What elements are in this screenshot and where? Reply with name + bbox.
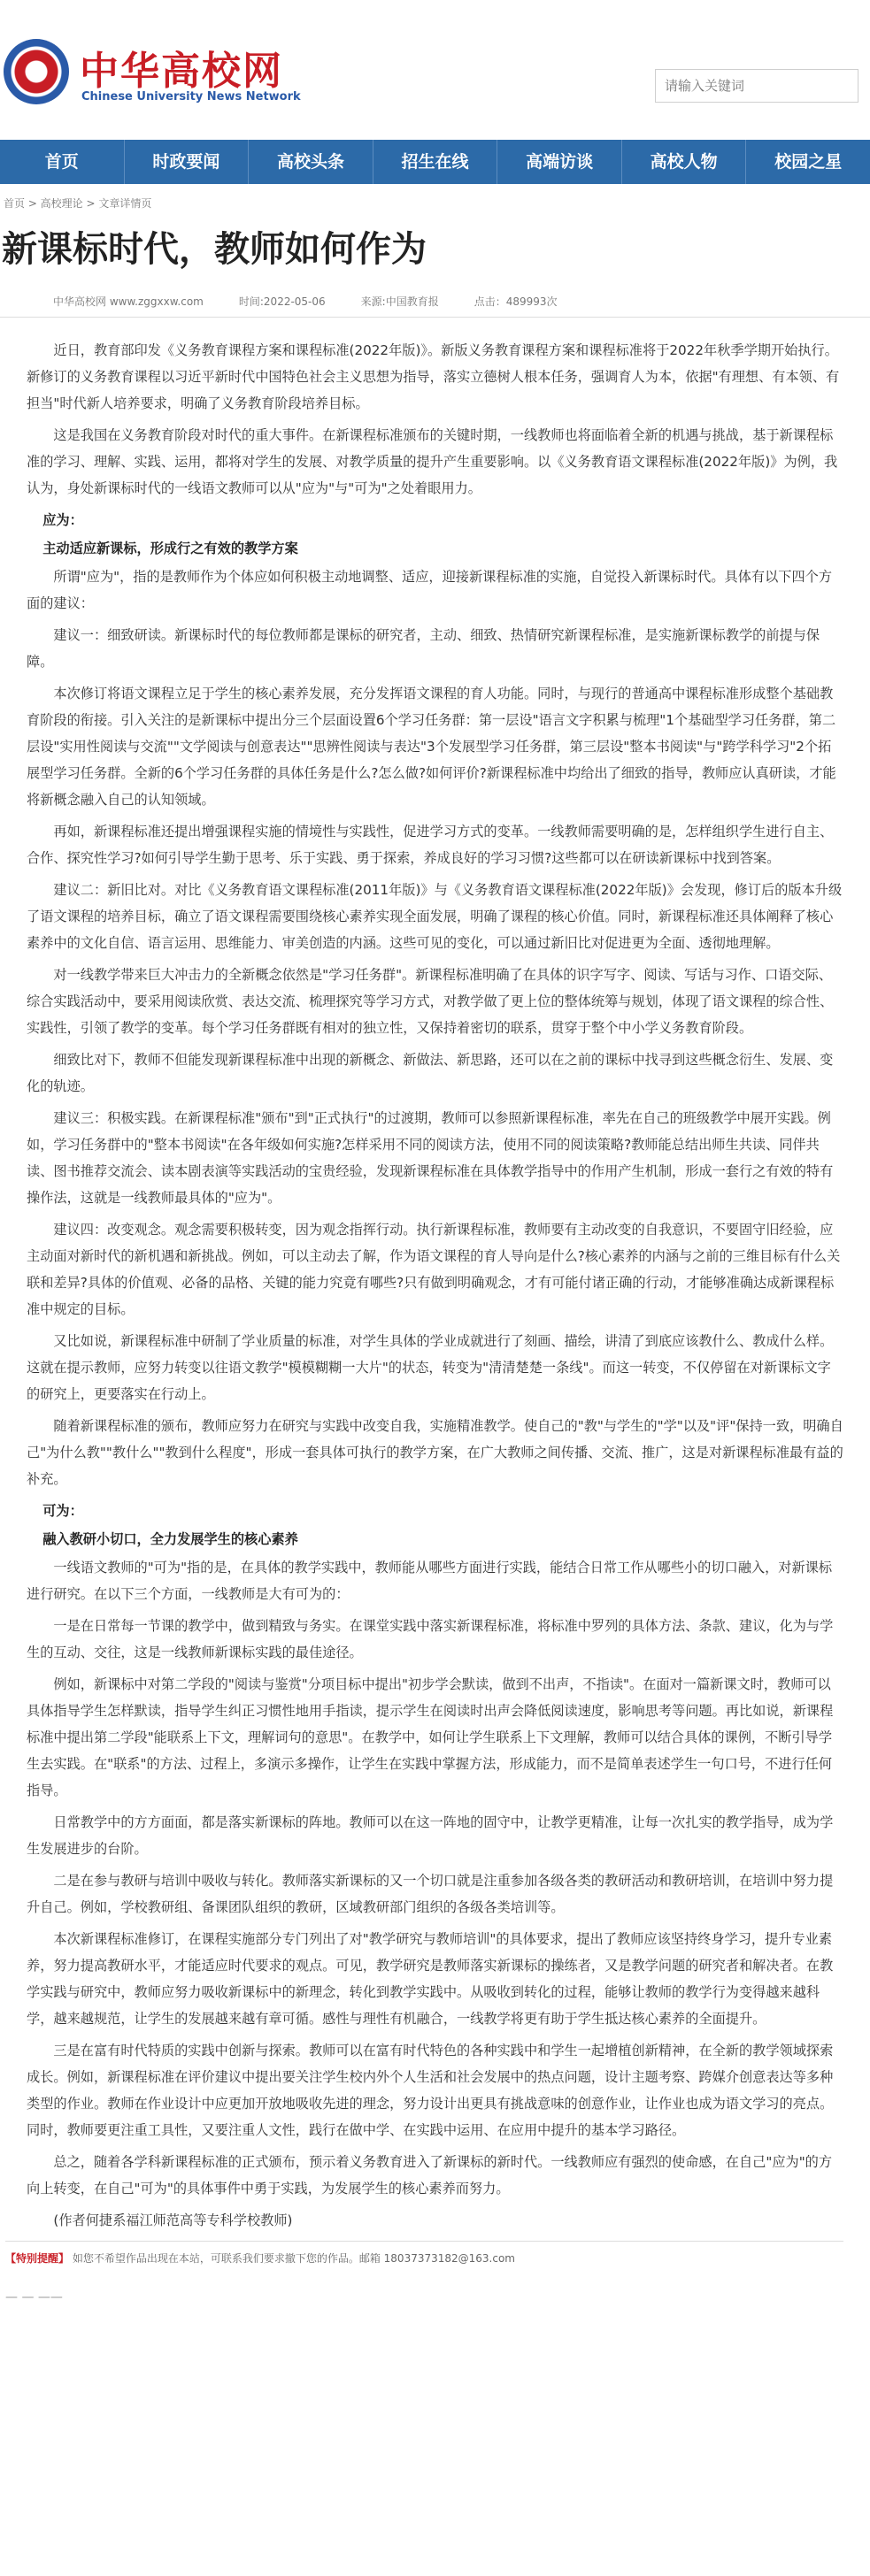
nav-item-interviews[interactable]: 高端访谈 — [497, 140, 622, 184]
meta-views: 点击：489993次 — [473, 295, 558, 308]
section-heading: 可为： — [42, 1503, 83, 1519]
article-paragraph: 一线语文教师的"可为"指的是，在具体的教学实践中，教师能从哪些方面进行实践，能结合日常工作从哪些小的切口融入，对新课标进行研究。在以下三个方面，一线教师是大有可为的： — [27, 1560, 833, 1602]
nav-item-admissions[interactable]: 招生在线 — [373, 140, 498, 184]
article-paragraph: 总之，随着各学科新课程标准的正式颁布，预示着义务教育进入了新课标的新时代。一线教师应有强烈的使命感，在自己"应为"的方向上转变，在自己"可为"的具体事件中勇于实践，为发展学生的核心素养而努力。 — [27, 2154, 833, 2196]
article-paragraph: 建议四：改变观念。观念需要积极转变，因为观念指挥行动。执行新课程标准，教师要有主动改变的自我意识，不要固守旧经验，应主动面对新时代的新机遇和新挑战。例如，可以主动去了解，作为语文课程的育人导向是什么?核心素养的内涵与之前的三维目标有什么关联和差异?具体的价值观、必备的品格、关键的能力究竟有哪些?只有做到明确观念，才有可能付诸正确的行动，才能够准确达成新课程标准中规定的目标。 — [27, 1222, 841, 1317]
search-input[interactable] — [655, 69, 858, 103]
meta-time: 时间:2022-05-06 — [238, 295, 326, 308]
article-paragraph: 建议二：新旧比对。对比《义务教育语文课程标准(2011年版)》与《义务教育语文课程标准(2022年版)》会发现，修订后的版本升级了语文课程的培养目标，确立了语文课程需要围绕核心素养实现全面发展，明确了课程的核心价值。同时，新课程标准还具体阐释了核心素养中的文化自信、语言运用、思维能力、审美创造的内涵。这些可见的变化，可以通过新旧比对促进更为全面、透彻地理解。 — [27, 882, 843, 951]
site-name-en: Chinese University News Network — [81, 90, 301, 104]
article-paragraph: 随着新课程标准的颁布，教师应努力在研究与实践中改变自我，实施精准教学。使自己的"教"与学生的"学"以及"评"保持一致，明确自己"为什么教""教什么""教到什么程度"，形成一套具体可执行的教学方案，在广大教师之间传播、交流、推广，这是对新课程标准最有益的补充。 — [27, 1418, 843, 1487]
article-paragraph: 再如，新课程标准还提出增强课程实施的情境性与实践性，促进学习方式的变革。一线教师需要明确的是，怎样组织学生进行自主、合作、探究性学习?如何引导学生勤于思考、乐于实践、勇于探索，养成良好的学习习惯?这些都可以在研读新课标中找到答案。 — [27, 824, 834, 866]
special-notice-tag: 【特别提醒】 — [5, 2252, 70, 2265]
special-notice-text: 如您不希望作品出现在本站，可联系我们要求撤下您的作品。邮箱 18037373182@163.com — [72, 2252, 515, 2265]
author-note: (作者何捷系福江师范高等专科学校教师) — [53, 2212, 293, 2228]
breadcrumb[interactable]: 首页 > 高校理论 > 文章详情页 — [4, 197, 152, 210]
nav-item-home[interactable]: 首页 — [0, 140, 125, 184]
footer-stub: — — —— — [5, 2290, 63, 2304]
section-heading: 应为： — [42, 512, 83, 528]
nav-item-headlines[interactable]: 高校头条 — [249, 140, 373, 184]
meta-author: 来源:中国教育报 — [360, 295, 439, 308]
special-notice — [5, 2241, 843, 2266]
section-heading: 主动适应新课标，形成行之有效的教学方案 — [42, 540, 298, 556]
site-header — [0, 0, 870, 140]
article-paragraph: 一是在日常每一节课的教学中，做到精致与务实。在课堂实践中落实新课程标准，将标准中罗列的具体方法、条款、建议，化为与学生的互动、交往，这是一线教师新课标实践的最佳途径。 — [27, 1618, 834, 1660]
article-paragraph: 近日，教育部印发《义务教育课程方案和课程标准(2022年版)》。新版义务教育课程方案和课程标准将于2022年秋季学期开始执行。新修订的义务教育课程以习近平新时代中国特色社会主义思想为指导，落实立德树人根本任务，强调育人为本，依据"有理想、有本领、有担当"时代新人培养要求，明确了义务教育阶段培养目标。 — [27, 342, 840, 411]
nav-item-politics[interactable]: 时政要闻 — [125, 140, 250, 184]
article-paragraph: 建议三：积极实践。在新课程标准"颁布"到"正式执行"的过渡期，教师可以参照新课程标准，率先在自己的班级教学中展开实践。例如，学习任务群中的"整本书阅读"在各年级如何实施?怎样采用不同的阅读方法，使用不同的阅读策略?教师能总结出师生共读、同伴共读、图书推荐交流会、读本剧表演等实践活动的宝贵经验，发现新课程标准在具体教学指导中的作用产生机制，形成一套行之有效的特有操作法，这就是一线教师最具体的"应为"。 — [27, 1110, 834, 1206]
site-name-cn: 中华高校网 — [80, 49, 283, 94]
article-meta — [0, 287, 870, 318]
nav-item-people[interactable]: 高校人物 — [622, 140, 747, 184]
article-body — [0, 318, 870, 2234]
article-paragraph: 本次修订将语文课程立足于学生的核心素养发展，充分发挥语文课程的育人功能。同时，与现行的普通高中课程标准形成整个基础教育阶段的衔接。引入关注的是新课标中提出分三个层面设置6个学习任务群：第一层设"语言文字积累与梳理"1个基础型学习任务群，第二层设"实用性阅读与交流""文学阅读与创意表达""思辨性阅读与表达"3个发展型学习任务群，第三层设"整本书阅读"与"跨学科学习"2个拓展型学习任务群。全新的6个学习任务群的具体任务是什么?怎么做?如何评价?新课程标准中均给出了细致的指导，教师应认真研读，才能将新概念融入自己的认知领域。 — [27, 686, 836, 808]
article-paragraph: 例如，新课标中对第二学段的"阅读与鉴赏"分项目标中提出"初步学会默读，做到不出声，不指读"。在面对一篇新课文时，教师可以具体指导学生怎样默读，指导学生纠正习惯性地用手指读，提示学生在阅读时出声会降低阅读速度，影响思考等问题。再比如说，新课程标准中提出第二学段"能联系上下文，理解词句的意思"。在教学中，如何让学生联系上下文理解，教师可以结合具体的课例，不断引导学生去实践。在"联系"的方法、过程上，多演示多操作，让学生在实践中掌握方法，形成能力，而不是简单表述学生一句口号，不进行任何指导。 — [27, 1676, 834, 1798]
article-paragraph: 日常教学中的方方面面，都是落实新课标的阵地。教师可以在这一阵地的固守中，让教学更精准，让每一次扎实的教学指导，成为学生发展进步的台阶。 — [27, 1814, 834, 1857]
article-paragraph: 二是在参与教研与培训中吸收与转化。教师落实新课标的又一个切口就是注重参加各级各类的教研活动和教研培训，在培训中努力提升自己。例如，学校教研组、备课团队组织的教研，区域教研部门组织的各级各类培训等。 — [27, 1873, 834, 1915]
article-paragraph: 三是在富有时代特质的实践中创新与探索。教师可以在富有时代特色的各种实践中和学生一起增植创新精神，在全新的教学领域探索成长。例如，新课程标准在评价建议中提出要关注学生校内外个人生活和社会发展中的热点问题，设计主题考察、跨媒介创意表达等多种类型的作业。教师在作业设计中应更加开放地吸收先进的理念，努力设计出更具有挑战意味的创意作业，让作业也成为语文学习的亮点。同时，教师要更注重工具性，又要注重人文性，践行在做中学、在实践中运用、在应用中提升的基本学习路径。 — [27, 2043, 834, 2138]
article-paragraph: 这是我国在义务教育阶段对时代的重大事件。在新课程标准颁布的关键时期，一线教师也将面临着全新的机遇与挑战，基于新课程标准的学习、理解、实践、运用，都将对学生的发展、对教学质量的提升产生重要影响。以《义务教育语文课程标准(2022年版)》为例，我认为，身处新课标时代的一线语文教师可以从"应为"与"可为"之处着眼用力。 — [27, 427, 838, 496]
article-paragraph: 本次新课程标准修订，在课程实施部分专门列出了对"教学研究与教师培训"的具体要求，提出了教师应该坚持终身学习，提升专业素养，努力提高教研水平，才能适应时代要求的观点。可见，教学研究是教师落实新课标的操练者，又是教学问题的研究者和解决者。在教学实践与研究中，教师应努力吸收新课标中的新理念，转化到教学实践中。从吸收到转化的过程，能够让教师的教学行为变得越来越科学，越来越规范，让学生的发展越来越有章可循。感性与理性有机融合，一线教学将更有助于学生抵达核心素养的全面提升。 — [27, 1931, 834, 2027]
nav-item-stars[interactable]: 校园之星 — [774, 152, 843, 172]
meta-source: 中华高校网 www.zggxxw.com — [53, 295, 204, 308]
article-paragraph: 建议一：细致研读。新课标时代的每位教师都是课标的研究者，主动、细致、热情研究新课程标准，是实施新课标教学的前提与保障。 — [27, 627, 820, 670]
article-paragraph: 又比如说，新课程标准中研制了学业质量的标准，对学生具体的学业成就进行了刻画、描绘，讲清了到底应该教什么、教成什么样。这就在提示教师，应努力转变以往语文教学"模模糊糊一大片"的状态，转变为"清清楚楚一条线"。而这一转变，不仅停留在对新课标文字的研究上，更要落实在行动上。 — [27, 1333, 834, 1402]
section-heading: 融入教研小切口，全力发展学生的核心素养 — [42, 1531, 298, 1547]
main-nav — [0, 140, 870, 184]
article-paragraph: 所谓"应为"，指的是教师作为个体应如何积极主动地调整、适应，迎接新课程标准的实施，自觉投入新课标时代。具体有以下四个方面的建议： — [27, 569, 833, 611]
article-title: 新课标时代，教师如何作为 — [2, 228, 427, 270]
site-logo[interactable] — [0, 35, 301, 115]
logo-emblem-icon — [4, 39, 69, 104]
article-paragraph: 细致比对下，教师不但能发现新课程标准中出现的新概念、新做法、新思路，还可以在之前的课标中找寻到这些概念衍生、发展、变化的轨迹。 — [27, 1052, 834, 1094]
article-paragraph: 对一线教学带来巨大冲击力的全新概念依然是"学习任务群"。新课程标准明确了在具体的识字写字、阅读、写话与习作、口语交际、综合实践活动中，要采用阅读欣赏、表达交流、梳理探究等学习方式，对教学做了更上位的整体统筹与规划，体现了语文课程的综合性、实践性，引领了教学的变革。每个学习任务群既有相对的独立性，又保持着密切的联系，贯穿于整个中小学义务教育阶段。 — [27, 967, 834, 1036]
